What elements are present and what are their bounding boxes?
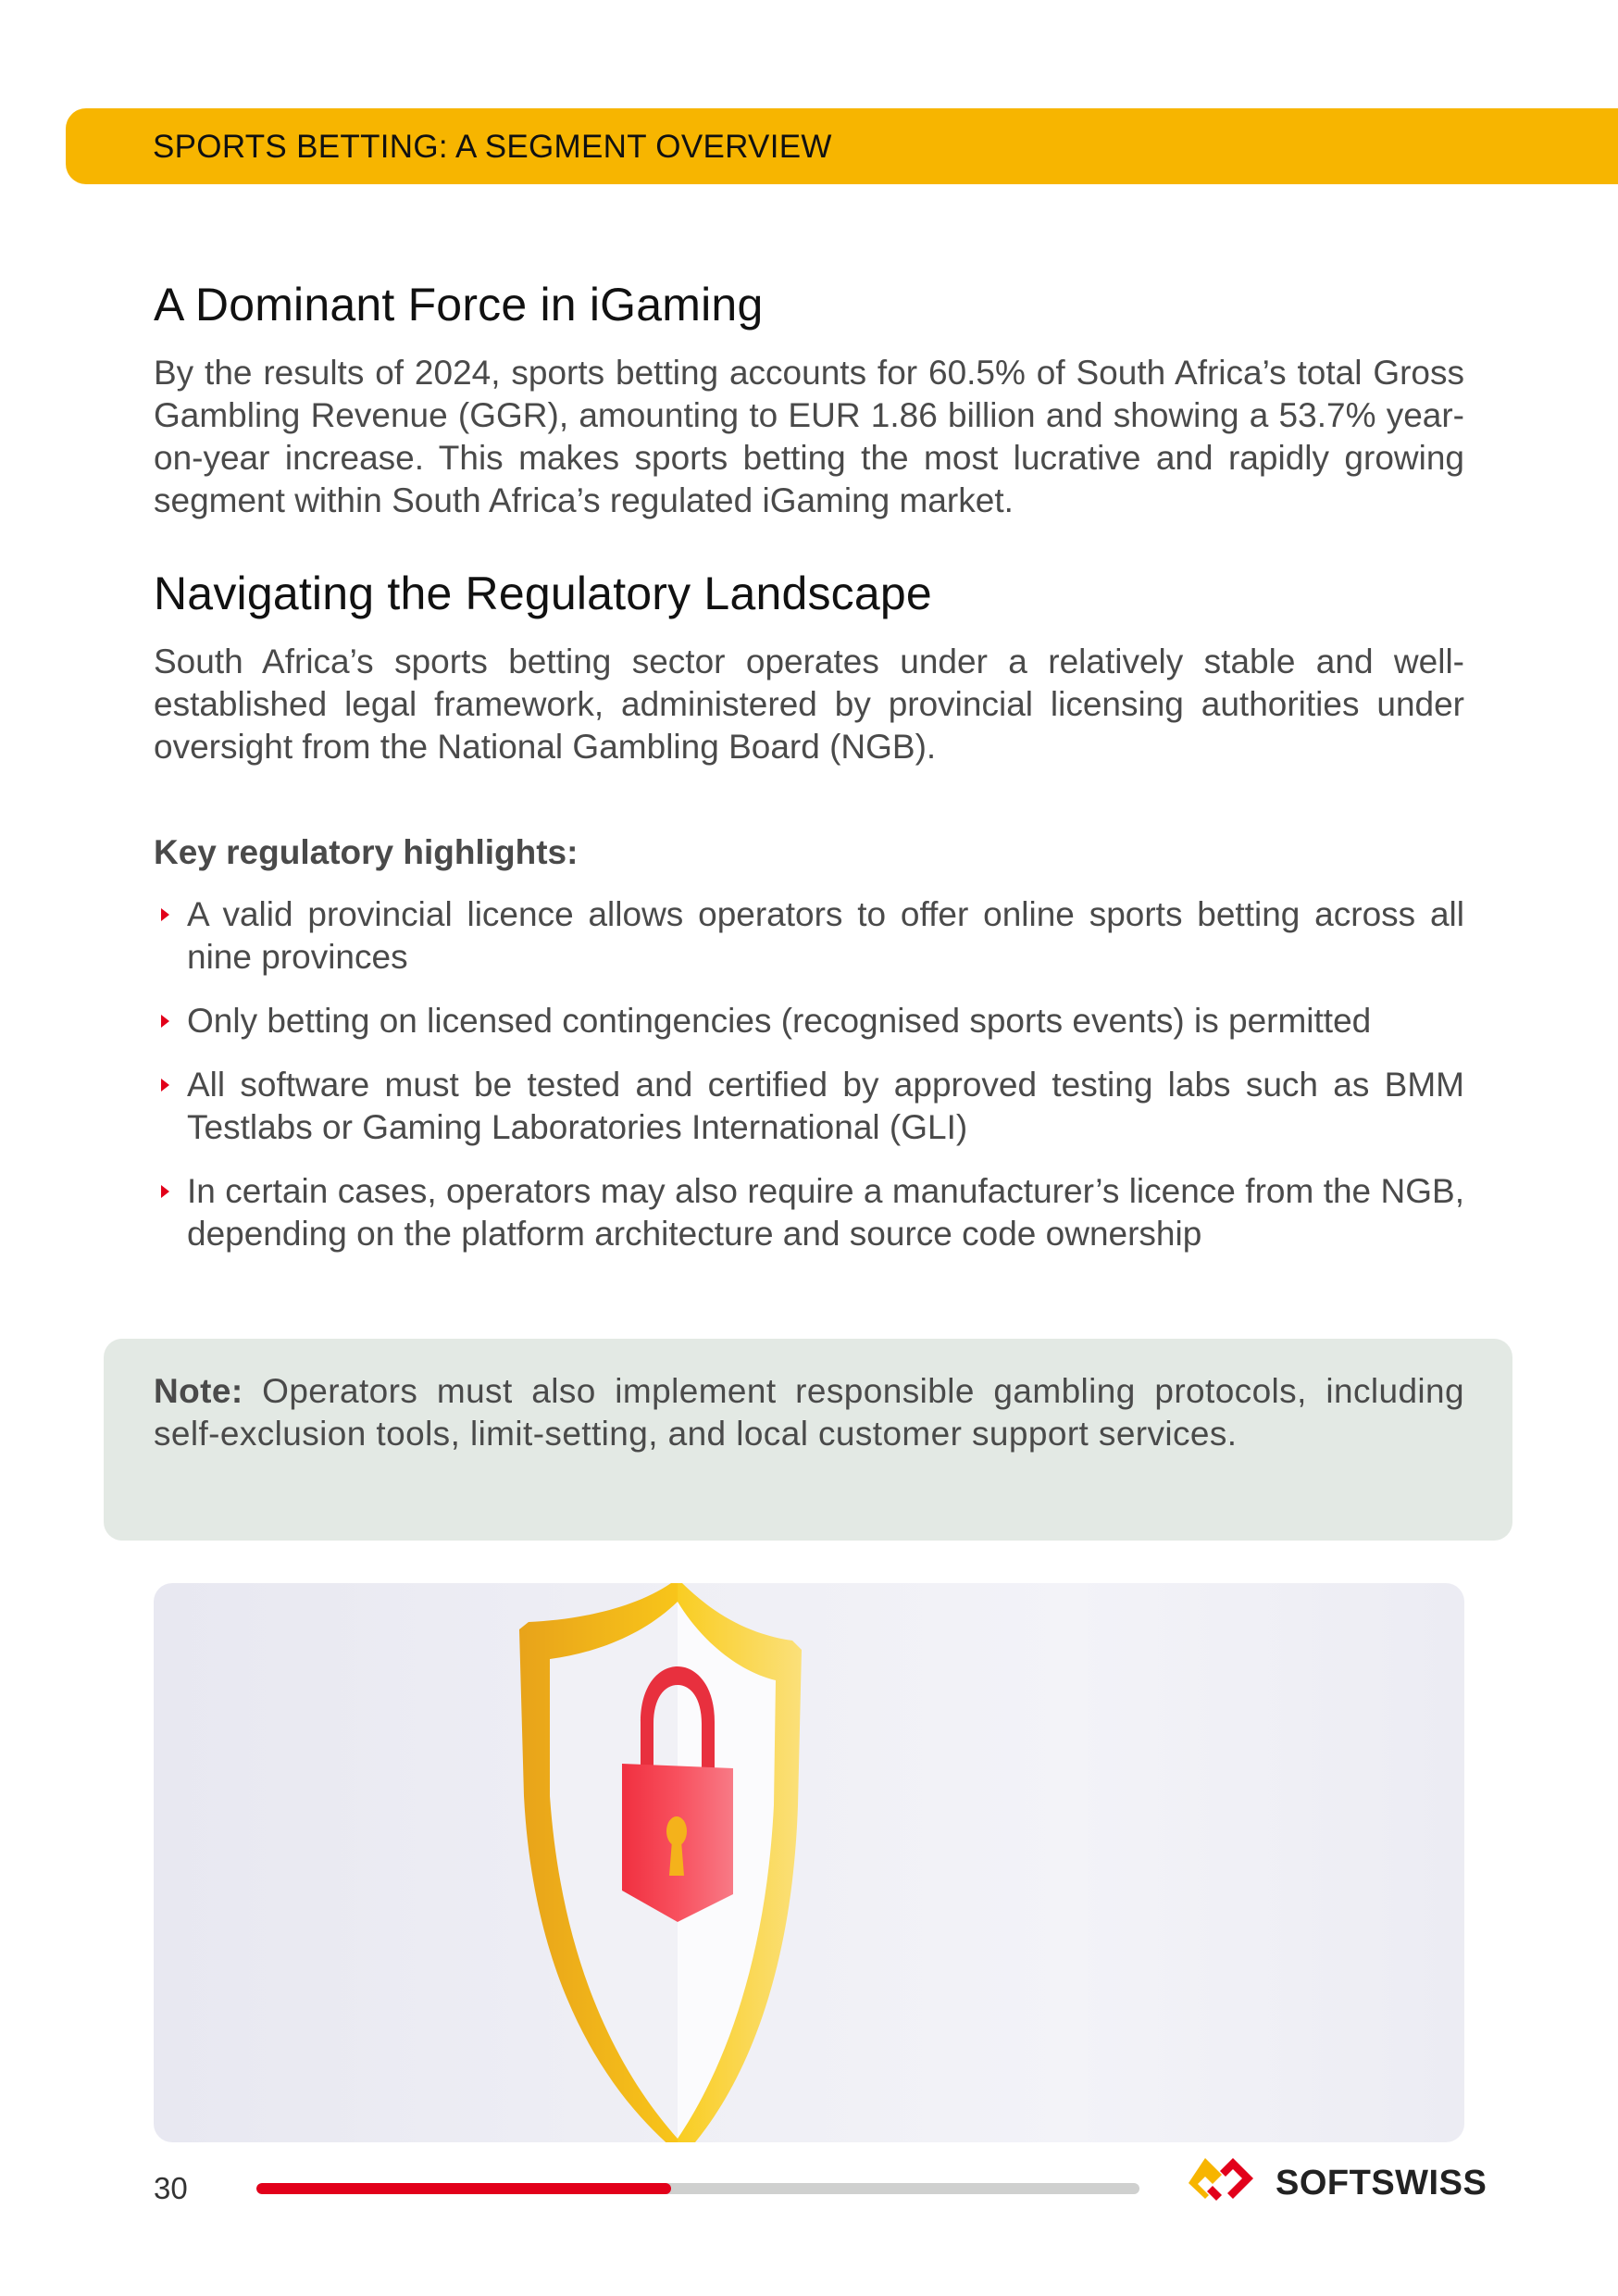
bullet-triangle-icon xyxy=(161,1185,169,1198)
section-body-regulatory: South Africa’s sports betting sector operates under a relatively stable and well-established legal framework, administered by provincial licensing authorities under oversight from the National Gambling Board (NGB). xyxy=(154,643,1464,766)
bullet-triangle-icon xyxy=(161,1079,169,1092)
section-header-bar xyxy=(66,108,1618,184)
note-label: Note: xyxy=(154,1372,243,1410)
shield-lock-illustration xyxy=(154,1583,1464,2142)
page-number: 30 xyxy=(154,2171,188,2205)
softswiss-logo xyxy=(1185,2152,1487,2214)
bullet-triangle-icon xyxy=(161,908,169,921)
note-text xyxy=(154,1370,1464,1455)
section-title-dominant-force: A Dominant Force in iGaming xyxy=(154,279,764,331)
list-item xyxy=(154,893,1464,979)
list-item-text: All software must be tested and certified by approved testing labs such as BMM Testlabs or Gaming Laboratories International (GLI) xyxy=(187,1066,1464,1146)
list-item-text: A valid provincial licence allows operators to offer online sports betting across all nine provinces xyxy=(187,895,1464,976)
note-callout xyxy=(104,1339,1512,1541)
reading-progress-fill xyxy=(256,2183,671,2194)
section-header-title: SPORTS BETTING: A SEGMENT OVERVIEW xyxy=(153,129,832,165)
reading-progress-bar xyxy=(256,2183,1139,2194)
shield-lock-icon xyxy=(154,1583,1464,2142)
list-item xyxy=(154,1170,1464,1255)
list-item-text: Only betting on licensed contingencies (recognised sports events) is permitted xyxy=(187,1002,1372,1040)
list-item xyxy=(154,1000,1464,1042)
list-item xyxy=(154,1064,1464,1149)
note-body: Operators must also implement responsible gambling protocols, including self-exclusion tools, limit-setting, and local customer support services. xyxy=(154,1372,1464,1453)
brand-name: SOFTSWISS xyxy=(1276,2164,1487,2202)
list-item-text: In certain cases, operators may also require a manufacturer’s licence from the NGB, depending on the platform architecture and source code ownership xyxy=(187,1172,1464,1253)
bullet-triangle-icon xyxy=(161,1015,169,1028)
section-body-dominant-force: By the results of 2024, sports betting accounts for 60.5% of South Africa’s total Gross Gambling Revenue (GGR), amounting to EUR 1.86 billion and showing a 53.7% year-on-year increase. This makes sports betting the most lucrative and rapidly growing segment within South Africa’s regulated iGaming market. xyxy=(154,354,1464,519)
highlights-title: Key regulatory highlights: xyxy=(154,833,579,871)
section-title-regulatory: Navigating the Regulatory Landscape xyxy=(154,568,932,619)
highlights-list xyxy=(154,893,1464,1277)
softswiss-logo-mark-icon xyxy=(1185,2152,1268,2214)
